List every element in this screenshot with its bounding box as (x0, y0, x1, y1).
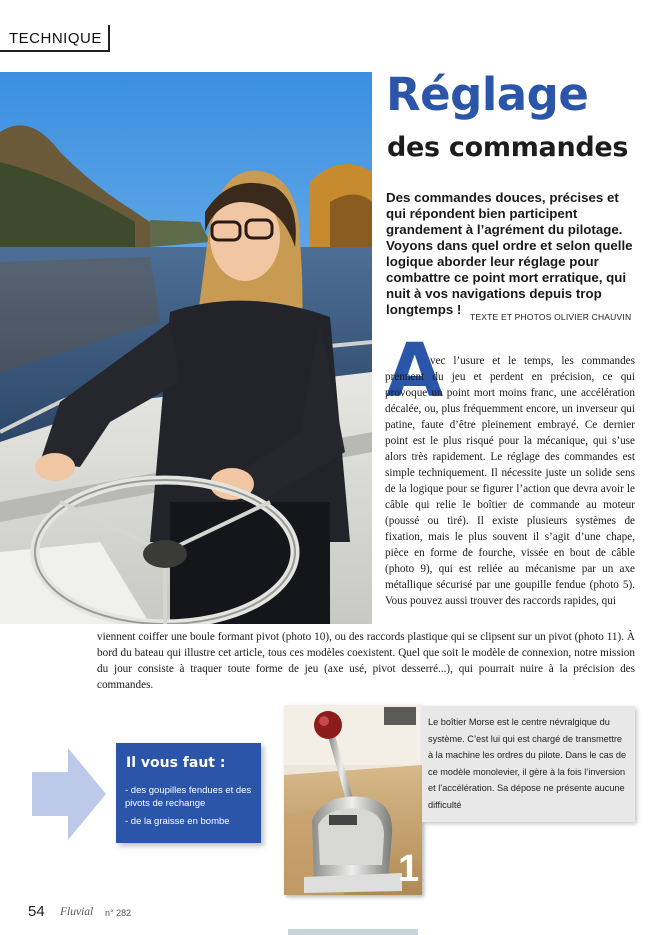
article-lede: Des commandes douces, précises et qui répondent bien participent grandement à l’agrément du pilotage. Voyons dans quel ordre et selon quelle logique aborder leur réglage pour combattre ce point mort erratique, qui nuit à vos navigations depuis trop longtemps ! (386, 190, 633, 317)
article-title: Réglage (386, 68, 589, 121)
photo-number: 1 (398, 848, 420, 890)
article-credit: TEXTE ET PHOTOS OLIVIER CHAUVIN (470, 312, 632, 322)
sidebar-title: Il vous faut : (126, 755, 226, 771)
photo-caption-box (422, 706, 635, 822)
bottom-bar (288, 929, 418, 935)
article-subtitle: des commandes (387, 132, 629, 163)
arrow-right-icon (32, 748, 106, 840)
sidebar-box (116, 743, 261, 843)
page-number: 54 (28, 903, 45, 920)
sidebar-item: - des goupilles fendues et des pivots de rechange (125, 785, 252, 809)
body-paragraph-start: vec l’usure et le temps, les commandes prennent du jeu et perdent en précision, ce qui provoque un point mort moins franc, une accélération décalée, ou, plus fréquemment encore, un inverseur qui patine, faute d’être pleinement embrayé. Ce dernier point est le plus risqué pour la mécanique, qui s’use alors très rapidement. Le réglage des commandes est simple techniquement. Il nécessite juste un solide sens de la logique pour se figurer l’action que devra avoir le câble qui relie le boîtier de commande au moteur (poussé ou tiré). Il existe plusieurs systèmes de fixation, mais le plus souvent il s’agit d’une chape, pièce en forme de fourche, vissée en bout de câble (photo 9), qui est reliée au mécanisme par un axe métallique sécurisé par une goupille fendue (photo 5). Vous pouvez aussi trouver des raccords rapides, qui (385, 355, 635, 607)
issue-number: n° 282 (105, 908, 132, 918)
section-label: TECHNIQUE (9, 30, 102, 47)
magazine-name: Fluvial (60, 906, 94, 918)
hero-photo (0, 72, 372, 624)
body-paragraph-wide: viennent coiffer une boule formant pivot (photo 10), ou des raccords plastique qui se clipsent sur un pivot (photo 11). À bord du bateau qui illustre cet article, tous ces modèles coexistent. Quel que soit le modèle de connexion, notre mission du jour consiste à traquer toute forme de jeu (axe usé, pivot desserré...), qui pourrait nuire à la précision des commandes. (97, 631, 635, 691)
sidebar-item: - de la graisse en bombe (125, 816, 230, 827)
sidebar-list (125, 785, 255, 835)
section-tab (0, 25, 110, 52)
body-column-right (385, 353, 635, 609)
photo-caption: Le boîtier Morse est le centre névralgique du système. C’est lui qui est chargé de transmettre à la machine les ordres du pilote. Dans le cas de ce modèle monolevier, il gère à la fois l’inversion et l’accélération. Sa dépose ne présente aucune difficulté (428, 717, 627, 810)
drop-cap: A (386, 328, 444, 414)
